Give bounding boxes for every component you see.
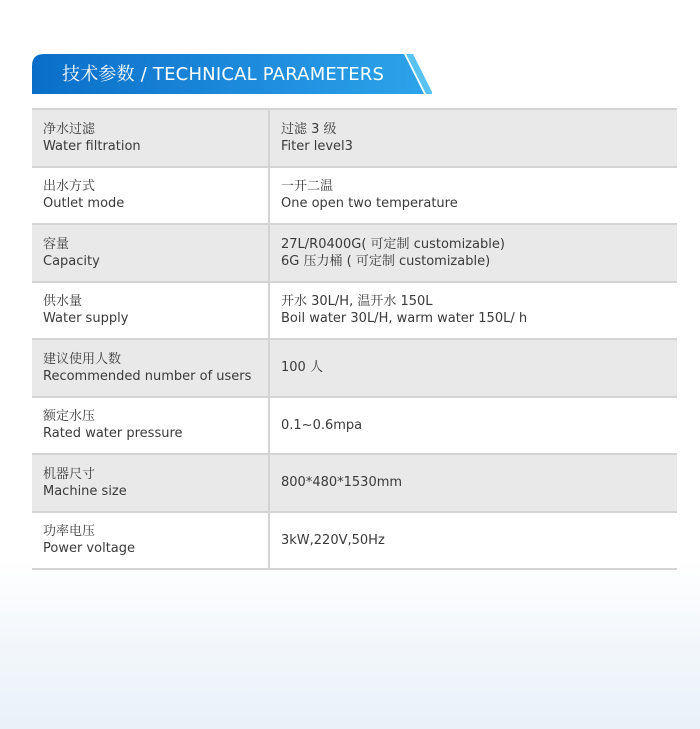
param-value	[269, 282, 677, 340]
section-title: 技术参数 / TECHNICAL PARAMETERS	[62, 64, 385, 85]
param-value-line: 27L/R0400G( 可定制 customizable)	[281, 236, 505, 252]
table-row	[32, 454, 677, 512]
param-value-line: 0.1~0.6mpa	[281, 417, 363, 433]
param-value-line: One open two temperature	[281, 196, 458, 212]
param-value	[269, 339, 677, 397]
param-value	[269, 454, 677, 512]
param-label	[32, 109, 269, 167]
param-value-line: 3kW,220V,50Hz	[281, 532, 385, 548]
param-value-line: Boil water 30L/H, warm water 150L/ h	[281, 311, 528, 327]
param-value-line: 100 人	[281, 360, 323, 376]
param-value	[269, 512, 677, 570]
param-value	[269, 109, 677, 167]
table-row	[32, 224, 677, 282]
param-value-line: 过滤 3 级	[281, 121, 337, 137]
param-label-cn: 供水量	[43, 294, 83, 310]
param-label-en: Outlet mode	[43, 196, 125, 212]
section-header-banner	[32, 54, 432, 94]
param-label-en: Machine size	[43, 483, 127, 499]
table-row	[32, 282, 677, 340]
param-label-cn: 净水过滤	[43, 121, 96, 137]
technical-parameters-table	[32, 108, 677, 570]
param-label	[32, 282, 269, 340]
param-label-cn: 机器尺寸	[43, 466, 96, 482]
param-label-en: Water supply	[43, 311, 129, 327]
param-label	[32, 224, 269, 282]
table-row	[32, 397, 677, 455]
table-row	[32, 339, 677, 397]
param-value-line: 6G 压力桶 ( 可定制 customizable)	[281, 253, 491, 269]
param-value-line: Fiter level3	[281, 138, 353, 154]
param-label	[32, 454, 269, 512]
param-value-line: 800*480*1530mm	[281, 475, 403, 491]
param-label-cn: 功率电压	[43, 524, 96, 540]
table-row	[32, 512, 677, 570]
param-label	[32, 397, 269, 455]
param-label-cn: 建议使用人数	[43, 351, 122, 367]
param-value	[269, 224, 677, 282]
param-label	[32, 167, 269, 225]
param-value	[269, 167, 677, 225]
table-row	[32, 109, 677, 167]
table-row	[32, 167, 677, 225]
param-label-en: Power voltage	[43, 541, 136, 557]
param-label-en: Rated water pressure	[43, 426, 183, 442]
param-label-en: Capacity	[43, 253, 100, 269]
param-value	[269, 397, 677, 455]
param-label-cn: 容量	[43, 236, 70, 252]
param-label	[32, 512, 269, 570]
param-label-cn: 额定水压	[43, 409, 96, 425]
param-value-line: 开水 30L/H, 温开水 150L	[281, 294, 433, 310]
param-label-cn: 出水方式	[43, 179, 96, 195]
param-label-en: Water filtration	[43, 138, 141, 154]
param-label-en: Recommended number of users	[43, 368, 252, 384]
param-label	[32, 339, 269, 397]
param-value-line: 一开二温	[281, 179, 334, 195]
